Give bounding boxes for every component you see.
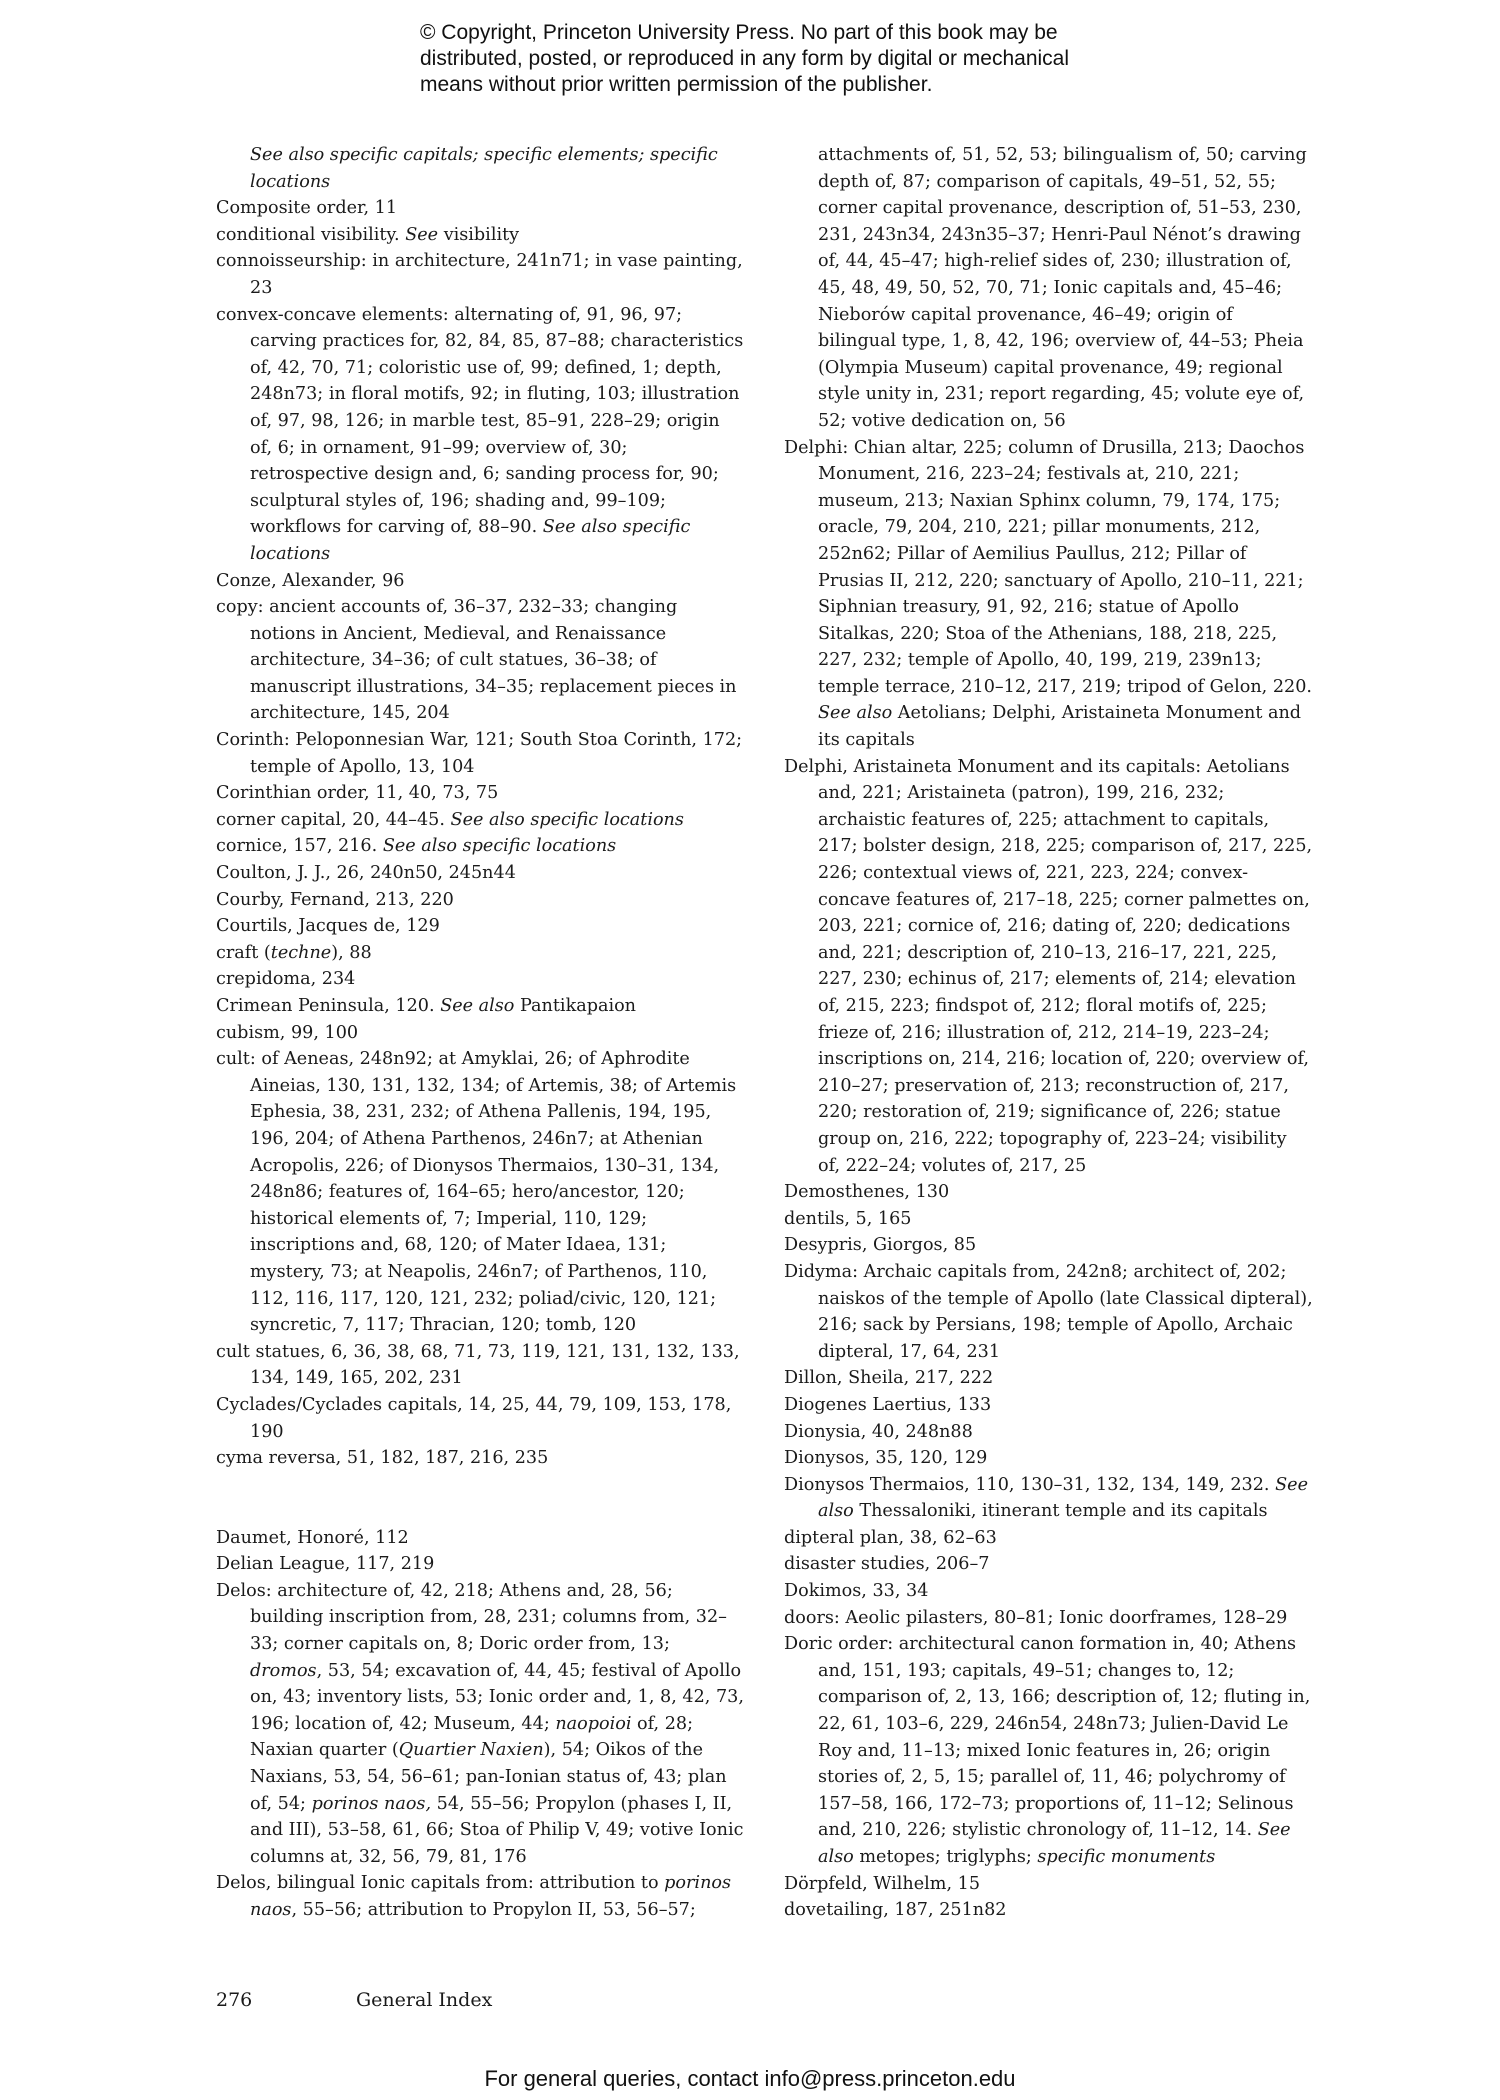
index-entry: Dionysos Thermaios, 110, 130–31, 132, 134, 149, 232. See also Thessaloniki, itinerant temple and its capitals — [784, 1474, 1309, 1522]
page-number: 276 — [216, 1989, 253, 2011]
index-entry: Cyclades/Cyclades capitals, 14, 25, 44, 79, 109, 153, 178, 190 — [216, 1394, 732, 1442]
index-entry: cornice, 157, 216. See also specific locations — [216, 836, 617, 857]
index-entry: dentils, 5, 165 — [784, 1208, 912, 1229]
index-entry: Corinth: Peloponnesian War, 121; South Stoa Corinth, 172; temple of Apollo, 13, 104 — [216, 730, 743, 777]
index-entry: See also specific capitals; specific elements; specific locations — [250, 145, 718, 192]
index-entry: Dokimos, 33, 34 — [784, 1581, 929, 1602]
index-entry: conditional visibility. See visibility — [216, 224, 520, 245]
page-footer — [216, 1989, 492, 2011]
index-entry: Crimean Peninsula, 120. See also Pantikapaion — [216, 996, 637, 1016]
index-entry: Dörpfeld, Wilhelm, 15 — [784, 1873, 981, 1894]
index-entry: cult: of Aeneas, 248n92; at Amyklai, 26; of Aphrodite Aineias, 130, 131, 132, 134; of Artemis, 38; of Artemis Ephesia, 38, 231, 232; of Athena Pallenis, 194, 195, 196, 204; of Athena Parthenos, 246n7; at Athenian Acropolis, 226; of Dionysos Thermaios, 130–31, 134, 248n86; features of, 164–65; hero/ancestor, 120; historical elements of, 7; Imperial, 110, 129; inscriptions and, 68, 120; of Mater Idaea, 131; mystery, 73; at Neapolis, 246n7; of Parthenos, 110, 112, 116, 117, 120, 121, 232; poliad/civic, 120, 121; syncretic, 7, 117; Thracian, 120; tomb, 120 — [216, 1049, 737, 1336]
index-entry: Didyma: Archaic capitals from, 242n8; architect of, 202; naiskos of the temple of Apollo (late Classical dipteral), 216; sack by Persians, 198; temple of Apollo, Archaic dipteral, 17, 64, 231 — [784, 1261, 1313, 1362]
index-entry: Demosthenes, 130 — [784, 1182, 950, 1203]
index-entry: cult statues, 6, 36, 38, 68, 71, 73, 119, 121, 131, 132, 133, 134, 149, 165, 202, 231 — [216, 1341, 740, 1389]
index-entry: Conze, Alexander, 96 — [216, 570, 405, 591]
index-entry: Composite order, 11 — [216, 198, 398, 219]
copyright-line: © Copyright, Princeton University Press. No part of this book may be — [420, 21, 1058, 44]
index-entry: Courby, Fernand, 213, 220 — [216, 889, 454, 910]
index-entry: Doric order: architectural canon formation in, 40; Athens and, 151, 193; capitals, 49–51; changes to, 12; comparison of, 2, 13, 166; description of, 12; fluting in, 22, 61, 103–6, 229, 246n54, 248n73; Julien-David Le Roy and, 11–13; mixed Ionic features in, 26; origin stories of, 2, 5, 15; parallel of, 11, 46; polychromy of 157–58, 166, 172–73; proportions of, 11–12; Selinous and, 210, 226; stylistic chronology of, 11–12, 14. See also metopes; triglyphs; specific monuments — [784, 1634, 1311, 1867]
index-entry: doors: Aeolic pilasters, 80–81; Ionic doorframes, 128–29 — [784, 1607, 1288, 1628]
copyright-line: means without prior written permission of the publisher. — [420, 73, 933, 96]
index-column-left — [216, 142, 746, 1924]
index-entry: Delphi, Aristaineta Monument and its capitals: Aetolians and, 221; Aristaineta (patron), 199, 216, 232; archaistic features of, 225; attachment to capitals, 217; bolster design, 218, 225; comparison of, 217, 225, 226; contextual views of, 221, 223, 224; convex-concave features of, 217–18, 225; corner palmettes on, 203, 221; cornice of, 216; dating of, 220; dedications and, 221; description of, 210–13, 216–17, 221, 225, 227, 230; echinus of, 217; elements of, 214; elevation of, 215, 223; findspot of, 212; floral motifs of, 225; frieze of, 216; illustration of, 212, 214–19, 223–24; inscriptions on, 214, 216; location of, 220; overview of, 210–27; preservation of, 213; reconstruction of, 217, 220; restoration of, 219; significance of, 226; statue group on, 216, 222; topography of, 223–24; visibility of, 222–24; volutes of, 217, 25 — [784, 756, 1313, 1176]
index-entry: dipteral plan, 38, 62–63 — [784, 1527, 997, 1548]
index-entry: copy: ancient accounts of, 36–37, 232–33; changing notions in Ancient, Medieval, and Renaissance architecture, 34–36; of cult statues, 36–38; of manuscript illustrations, 34–35; replacement pieces in architecture, 145, 204 — [216, 597, 737, 724]
copyright-line: distributed, posted, or reproduced in any form by digital or mechanical — [420, 47, 1070, 70]
index-column-right — [784, 142, 1314, 1924]
index-entry: convex-concave elements: alternating of, 91, 96, 97; carving practices for, 82, 84, 85, 87–88; characteristics of, 42, 70, 71; coloristic use of, 99; defined, 1; depth, 248n73; in floral motifs, 92; in fluting, 103; illustration of, 97, 98, 126; in marble test, 85–91, 228–29; origin of, 6; in ornament, 91–99; overview of, 30; retrospective design and, 6; sanding process for, 90; sculptural styles of, 196; shading and, 99–109; workflows for carving of, 88–90. See also specific locations — [216, 304, 744, 564]
index-entry: Coulton, J. J., 26, 240n50, 245n44 — [216, 863, 516, 884]
index-entry: craft (techne), 88 — [216, 942, 372, 963]
index-entry: cubism, 99, 100 — [216, 1022, 359, 1043]
index-entry: Dionysos, 35, 120, 129 — [784, 1448, 988, 1469]
letter-group-gap — [216, 1472, 746, 1525]
index-entry-continued: attachments of, 51, 52, 53; bilingualism of, 50; carving depth of, 87; comparison of capitals, 49–51, 52, 55; corner capital provenance, description of, 51–53, 230, 231, 243n34, 243n35–37; Henri-Paul Nénot’s drawing of, 44, 45–47; high-relief sides of, 230; illustration of, 45, 48, 49, 50, 52, 70, 71; Ionic capitals and, 45–46; Nieborów capital provenance, 46–49; origin of bilingual type, 1, 8, 42, 196; overview of, 44–53; Pheia (Olympia Museum) capital provenance, 49; regional style unity in, 231; report regarding, 45; volute eye of, 52; votive dedication on, 56 — [818, 145, 1307, 431]
index-entry: Dionysia, 40, 248n88 — [784, 1421, 973, 1442]
index-entry: cyma reversa, 51, 182, 187, 216, 235 — [216, 1448, 549, 1469]
running-title: General Index — [356, 1989, 493, 2011]
index-entry: Delos: architecture of, 42, 218; Athens and, 28, 56; building inscription from, 28, 231; columns from, 32–33; corner capitals on, 8; Doric order from, 13; dromos, 53, 54; excavation of, 44, 45; festival of Apollo on, 43; inventory lists, 53; Ionic order and, 1, 8, 42, 73, 196; location of, 42; Museum, 44; naopoioi of, 28; Naxian quarter (Quartier Naxien), 54; Oikos of the Naxians, 53, 54, 56–61; pan-Ionian status of, 43; plan of, 54; porinos naos, 54, 55–56; Propylon (phases I, II, and III), 53–58, 61, 66; Stoa of Philip V, 49; votive Ionic columns at, 32, 56, 79, 81, 176 — [216, 1580, 744, 1867]
index-entry: Courtils, Jacques de, 129 — [216, 916, 440, 937]
index-entry: Dillon, Sheila, 217, 222 — [784, 1368, 994, 1389]
index-entry: dovetailing, 187, 251n82 — [784, 1900, 1007, 1921]
index-entry: crepidoma, 234 — [216, 969, 356, 990]
index-entry: disaster studies, 206–7 — [784, 1554, 990, 1575]
index-entry: connoisseurship: in architecture, 241n71; in vase painting, 23 — [216, 251, 743, 298]
index-entry: Delos, bilingual Ionic capitals from: attribution to porinos naos, 55–56; attribution to Propylon II, 53, 56–57; — [216, 1873, 732, 1920]
copyright-notice — [420, 20, 1160, 98]
index-entry: Corinthian order, 11, 40, 73, 75 — [216, 783, 499, 804]
index-entry: Diogenes Laertius, 133 — [784, 1394, 992, 1415]
index-entry: Daumet, Honoré, 112 — [216, 1527, 409, 1548]
contact-notice: For general queries, contact info@press.princeton.edu — [484, 2066, 1016, 2091]
index-entry: Delphi: Chian altar, 225; column of Drusilla, 213; Daochos Monument, 216, 223–24; festivals at, 210, 221; museum, 213; Naxian Sphinx column, 79, 174, 175; oracle, 79, 204, 210, 221; pillar monuments, 212, 252n62; Pillar of Aemilius Paullus, 212; Pillar of Prusias II, 212, 220; sanctuary of Apollo, 210–11, 221; Siphnian treasury, 91, 92, 216; statue of Apollo Sitalkas, 220; Stoa of the Athenians, 188, 218, 225, 227, 232; temple of Apollo, 40, 199, 219, 239n13; temple terrace, 210–12, 217, 219; tripod of Gelon, 220. See also Aetolians; Delphi, Aristaineta Monument and its capitals — [784, 437, 1313, 751]
index-entry: corner capital, 20, 44–45. See also specific locations — [216, 809, 684, 830]
index-entry: Desypris, Giorgos, 85 — [784, 1235, 977, 1256]
index-entry: Delian League, 117, 219 — [216, 1554, 435, 1575]
